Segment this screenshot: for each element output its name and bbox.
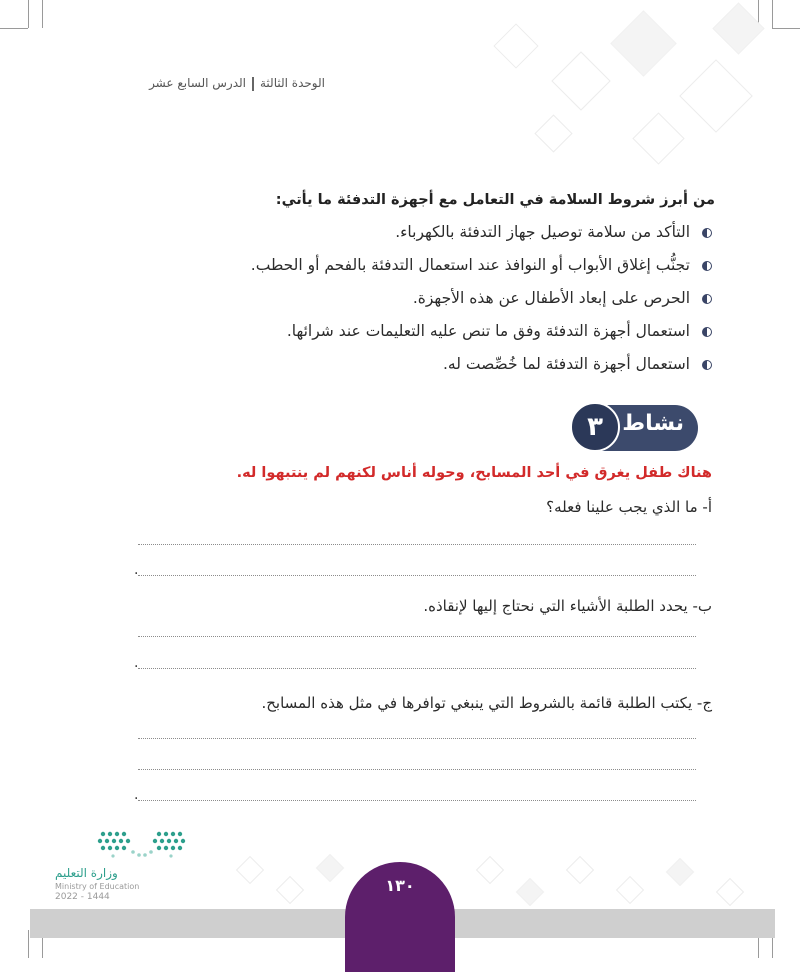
answer-line[interactable]: [138, 738, 696, 739]
decor-diamond: [712, 2, 764, 54]
crop-mark: [772, 0, 773, 28]
list-item: [92, 282, 712, 315]
decor-diamond: [476, 856, 504, 884]
list-item-text: استعمال أجهزة التدفئة وفق ما تنص عليه التعليمات عند شرائها.: [286, 322, 690, 340]
decor-diamond: [516, 878, 544, 906]
page-number: ١٣٠: [385, 876, 415, 895]
decor-diamond: [666, 858, 694, 886]
crop-mark: [0, 28, 28, 29]
bullet-icon: [702, 327, 712, 337]
decor-diamond: [276, 876, 304, 904]
crop-mark: [772, 28, 800, 29]
list-item-text: التأكد من سلامة توصيل جهاز التدفئة بالكهرباء.: [395, 223, 690, 241]
safety-intro-heading: من أبرز شروط السلامة في التعامل مع أجهزة التدفئة ما يأتي:: [275, 192, 715, 208]
decor-diamond: [616, 876, 644, 904]
question-a: أ- ما الذي يجب علينا فعله؟: [546, 498, 712, 516]
activity-badge: [572, 405, 698, 451]
ministry-name-arabic: وزارة التعليم: [55, 866, 118, 880]
decor-diamond: [236, 856, 264, 884]
decor-diamond: [610, 10, 676, 76]
answer-line[interactable]: [138, 636, 696, 637]
list-item: [92, 216, 712, 249]
answer-line[interactable]: [138, 575, 696, 576]
question-c: ج- يكتب الطلبة قائمة بالشروط التي ينبغي توافرها في مثل هذه المسابح.: [261, 694, 712, 712]
bullet-icon: [702, 294, 712, 304]
activity-scenario: هناك طفل يغرق في أحد المسابح، وحوله أناس لكنهم لم ينتبهوا له.: [236, 465, 712, 481]
decor-diamond: [716, 878, 744, 906]
page-number-tab: [345, 862, 455, 972]
header-unit: الوحدة الثالثة: [260, 76, 325, 90]
decor-diamond: [632, 112, 684, 164]
answer-line[interactable]: [138, 800, 696, 801]
bullet-icon: [702, 261, 712, 271]
decor-diamond: [551, 51, 610, 110]
decor-diamond: [566, 856, 594, 884]
ministry-name-english: Ministry of Education: [55, 882, 140, 891]
ministry-logo: [55, 826, 190, 902]
list-item: [92, 315, 712, 348]
crop-mark: [42, 0, 43, 28]
header-separator: [252, 77, 254, 91]
crop-mark: [28, 0, 29, 28]
edition-year: 2022 - 1444: [55, 892, 110, 902]
safety-bullet-list: [92, 216, 712, 381]
list-item: [92, 249, 712, 282]
list-item-text: استعمال أجهزة التدفئة لما خُصِّصت له.: [442, 355, 690, 373]
answer-line[interactable]: [138, 544, 696, 545]
list-item-text: الحرص على إبعاد الأطفال عن هذه الأجهزة.: [412, 289, 690, 307]
activity-label: نشاط: [622, 411, 684, 436]
decor-diamond: [534, 114, 572, 152]
decor-diamond: [316, 854, 344, 882]
list-item-text: تجنُّب إغلاق الأبواب أو النوافذ عند استعمال التدفئة بالفحم أو الحطب.: [250, 256, 690, 274]
crop-mark: [28, 930, 29, 958]
running-header: [135, 76, 325, 91]
ministry-logo-icon: [55, 826, 190, 866]
header-lesson: الدرس السابع عشر: [149, 76, 246, 90]
answer-line[interactable]: [138, 769, 696, 770]
question-b: ب- يحدد الطلبة الأشياء التي نحتاج إليها لإنقاذه.: [423, 597, 712, 615]
decor-diamond: [679, 59, 753, 133]
answer-line[interactable]: [138, 668, 696, 669]
list-item: [92, 348, 712, 381]
activity-number: ٣: [570, 402, 620, 452]
decor-diamond: [493, 23, 538, 68]
bullet-icon: [702, 360, 712, 370]
bullet-icon: [702, 228, 712, 238]
